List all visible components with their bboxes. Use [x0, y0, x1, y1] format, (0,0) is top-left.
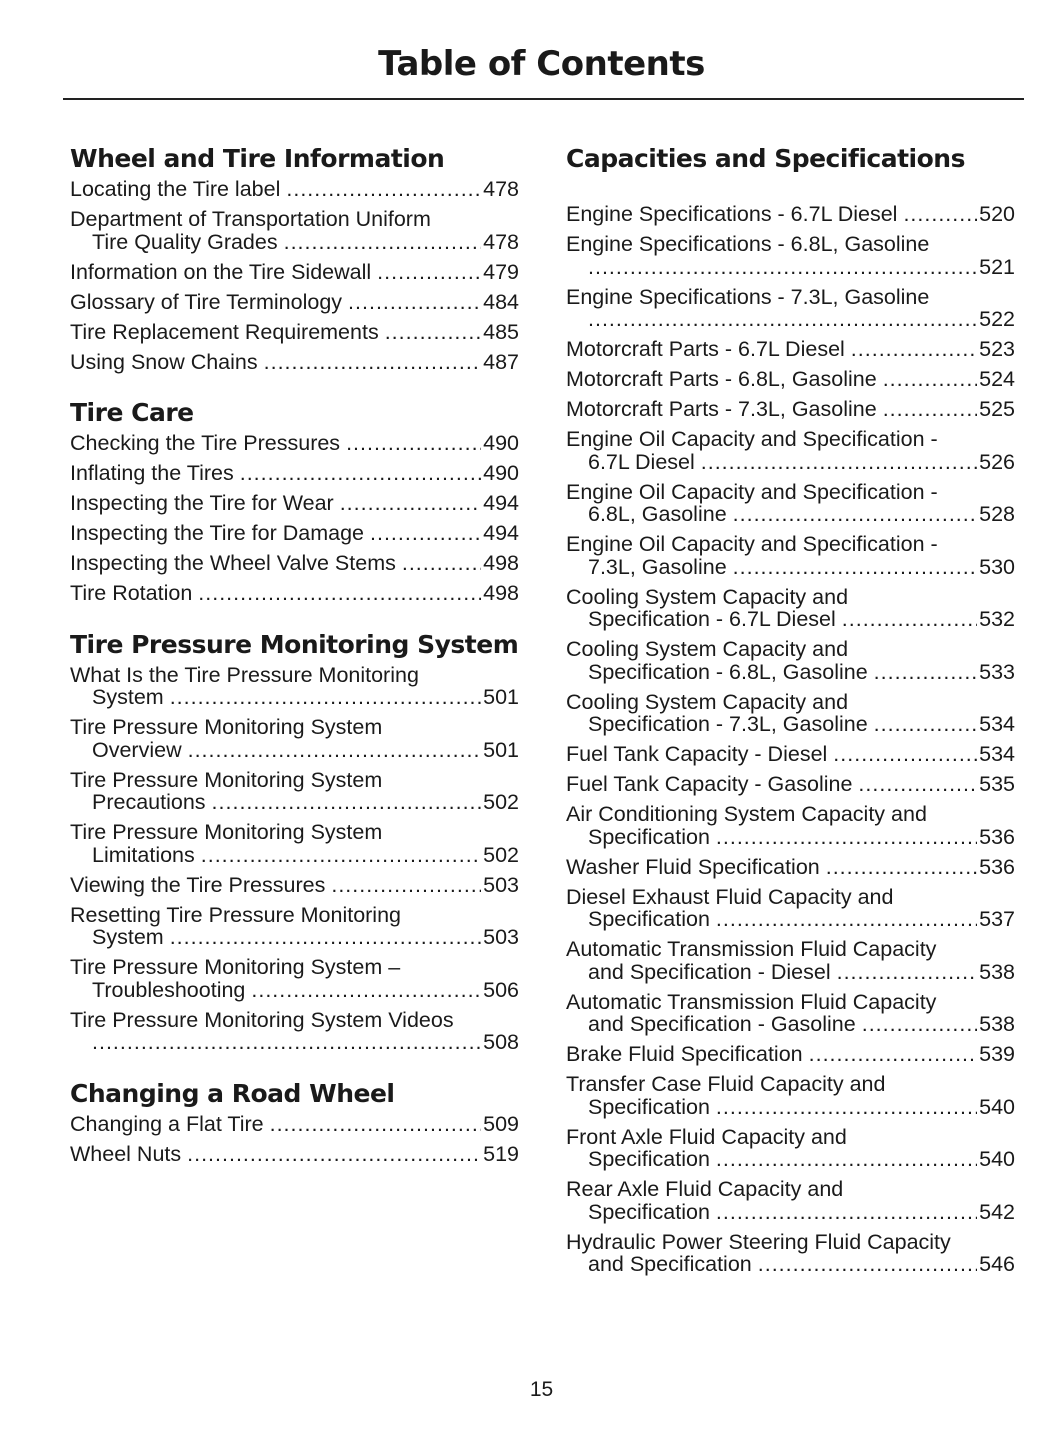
entry-title-line: Tire Pressure Monitoring System Videos: [70, 1007, 454, 1032]
toc-entry[interactable]: [70, 716, 519, 761]
entry-leader-line: [566, 203, 1015, 226]
toc-entry[interactable]: [70, 552, 519, 575]
entry-page-number: 498: [483, 551, 519, 575]
entry-leader-line: [70, 321, 519, 344]
toc-entry[interactable]: [566, 233, 1015, 278]
entry-title: Inflating the Tires: [70, 461, 234, 485]
entry-title-line: Cooling System Capacity and: [566, 689, 849, 714]
entry-title: Brake Fluid Specification: [566, 1042, 803, 1066]
entry-leader-line: [566, 398, 1015, 421]
entry-title: and Specification - Diesel: [588, 959, 831, 984]
left-column: [70, 145, 519, 1191]
entry-title: Specification - 6.7L Diesel: [588, 607, 836, 631]
entry-title-line: Resetting Tire Pressure Monitoring: [70, 902, 402, 927]
toc-entry[interactable]: [70, 261, 519, 284]
entry-title: Overview: [92, 737, 182, 762]
entry-page-number: 534: [979, 712, 1015, 736]
entry-leader-line: [566, 856, 1015, 879]
entry-title: Tire Replacement Requirements: [70, 319, 379, 344]
dot-leader: [883, 398, 977, 421]
entry-leader-line: [70, 552, 519, 575]
entry-page-number: 508: [483, 1030, 519, 1054]
entry-page-number: 487: [483, 349, 519, 374]
entry-title-line: What Is the Tire Pressure Monitoring: [70, 662, 419, 687]
entry-leader-line: [566, 743, 1015, 766]
entry-leader-line: [70, 844, 519, 867]
entry-title: Motorcraft Parts - 6.8L, Gasoline: [566, 367, 877, 391]
entry-leader-line: [566, 1148, 1015, 1171]
entry-title: Inspecting the Tire for Damage: [70, 521, 364, 545]
entry-leader-line: [70, 686, 519, 709]
dot-leader: [240, 462, 481, 485]
dot-leader: [370, 522, 481, 545]
toc-section-capacities-and-specifications: [566, 145, 1015, 1276]
entry-title-line: Tire Pressure Monitoring System: [70, 820, 383, 844]
entry-title-line: Automatic Transmission Fluid Capacity: [566, 937, 937, 961]
dot-leader: [385, 321, 481, 344]
entry-page-number: 533: [979, 659, 1015, 684]
entry-page-number: 506: [483, 977, 519, 1002]
dot-leader: [340, 492, 481, 515]
toc-entry[interactable]: [566, 1043, 1015, 1066]
dot-leader: [851, 338, 977, 361]
entry-title: Checking the Tire Pressures: [70, 431, 341, 455]
entry-page-number: 539: [979, 1042, 1015, 1066]
dot-leader: [716, 1201, 977, 1224]
dot-leader: [270, 1113, 482, 1136]
entry-title-line: Engine Specifications - 6.8L, Gasoline: [566, 232, 930, 256]
entry-title: Precautions: [92, 790, 206, 814]
entry-title: Limitations: [92, 842, 195, 867]
dot-leader: [188, 739, 482, 762]
entry-page-number: 503: [483, 925, 519, 949]
dot-leader: [201, 844, 481, 867]
toc-entry[interactable]: [70, 291, 519, 314]
entry-page-number: 521: [979, 254, 1015, 279]
dot-leader: [858, 773, 977, 796]
entry-leader-line: [566, 1201, 1015, 1224]
toc-entry[interactable]: [70, 874, 519, 897]
entry-page-number: 502: [483, 842, 519, 867]
entry-leader-line: [566, 1043, 1015, 1066]
entry-page-number: 509: [483, 1111, 519, 1136]
entry-title: Locating the Tire label: [70, 177, 281, 201]
toc-entry[interactable]: [566, 428, 1015, 473]
entry-leader-line: [70, 582, 519, 605]
entry-title-line: Cooling System Capacity and: [566, 637, 849, 661]
entry-page-number: 478: [483, 229, 519, 254]
entry-page-number: 490: [483, 431, 519, 455]
entry-page-number: 536: [979, 824, 1015, 849]
entry-page-number: 528: [979, 502, 1015, 526]
dot-leader: [716, 1148, 977, 1171]
entry-title: System: [92, 685, 164, 709]
toc-entry[interactable]: [566, 586, 1015, 631]
dot-leader: [377, 261, 481, 284]
dot-leader: [588, 256, 977, 279]
entry-title: Glossary of Tire Terminology: [70, 289, 343, 314]
entry-page-number: 532: [979, 607, 1015, 631]
dot-leader: [346, 432, 481, 455]
toc-entry[interactable]: [70, 904, 519, 949]
dot-leader: [286, 178, 481, 201]
entry-page-number: 525: [979, 397, 1015, 421]
entry-leader-line: [566, 1253, 1015, 1276]
entry-leader-line: [70, 1113, 519, 1136]
entry-title: Specification - 7.3L, Gasoline: [588, 712, 868, 736]
entry-page-number: 536: [979, 854, 1015, 879]
entry-title-line: Tire Pressure Monitoring System: [70, 715, 383, 739]
entry-title-line: Tire Pressure Monitoring System –: [70, 955, 401, 979]
toc-entry[interactable]: [566, 743, 1015, 766]
toc-entry[interactable]: [70, 462, 519, 485]
dot-leader: [716, 908, 977, 931]
page-title: Table of Contents: [378, 44, 705, 84]
toc-entry[interactable]: [70, 522, 519, 545]
dot-leader: [733, 556, 977, 579]
entry-leader-line: [70, 291, 519, 314]
entry-page-number: 490: [483, 461, 519, 485]
entry-title: Using Snow Chains: [70, 349, 258, 374]
toc-entry[interactable]: [70, 1143, 519, 1166]
entry-page-number: 534: [979, 742, 1015, 766]
entry-title: Changing a Flat Tire: [70, 1111, 264, 1136]
entry-title-line: Engine Oil Capacity and Specification -: [566, 532, 938, 556]
entry-page-number: 526: [979, 449, 1015, 474]
entry-page-number: 503: [483, 872, 519, 897]
entry-title-line: Engine Oil Capacity and Specification -: [566, 479, 938, 504]
entry-title: Inspecting the Wheel Valve Stems: [70, 551, 396, 575]
entry-leader-line: [566, 608, 1015, 631]
entry-leader-line: [70, 1143, 519, 1166]
entry-leader-line: [70, 926, 519, 949]
dot-leader: [92, 1031, 481, 1054]
entry-leader-line: [70, 432, 519, 455]
dot-leader: [716, 826, 977, 849]
entry-page-number: 485: [483, 319, 519, 344]
entry-leader-line: [566, 503, 1015, 526]
entry-title: Tire Rotation: [70, 581, 193, 605]
entry-page-number: 537: [979, 907, 1015, 931]
entry-page-number: 519: [483, 1141, 519, 1166]
entry-leader-line: [70, 791, 519, 814]
dot-leader: [826, 856, 977, 879]
title-divider: [63, 98, 1024, 100]
entry-title: Specification - 6.8L, Gasoline: [588, 659, 868, 684]
dot-leader: [187, 1143, 481, 1166]
dot-leader: [862, 1013, 977, 1036]
dot-leader: [837, 961, 978, 984]
toc-entry[interactable]: [566, 1126, 1015, 1171]
entry-leader-line: [70, 874, 519, 897]
entry-leader-line: [566, 773, 1015, 796]
entry-title: Specification: [588, 1147, 710, 1171]
entry-leader-line: [566, 961, 1015, 984]
entry-page-number: 501: [483, 685, 519, 709]
toc-entry[interactable]: [566, 481, 1015, 526]
entry-page-number: 498: [483, 581, 519, 605]
entry-page-number: 501: [483, 737, 519, 762]
toc-entry[interactable]: [566, 368, 1015, 391]
entry-page-number: 540: [979, 1094, 1015, 1119]
toc-entry[interactable]: [70, 582, 519, 605]
section-heading: Changing a Road Wheel: [70, 1078, 395, 1108]
toc-entry[interactable]: [70, 492, 519, 515]
entry-title: Tire Quality Grades: [92, 229, 278, 254]
entry-page-number: 530: [979, 554, 1015, 579]
entry-page-number: 524: [979, 367, 1015, 391]
dot-leader: [809, 1043, 978, 1066]
entry-title-line: Air Conditioning System Capacity and: [566, 802, 927, 826]
dot-leader: [903, 203, 977, 226]
dot-leader: [331, 874, 481, 897]
toc-entry[interactable]: [566, 638, 1015, 683]
entry-title-line: Transfer Case Fluid Capacity and: [566, 1072, 886, 1096]
toc-entry[interactable]: [566, 1231, 1015, 1276]
entry-title-line: Department of Transportation Uniform: [70, 207, 431, 231]
toc-entry[interactable]: [70, 956, 519, 1001]
toc-entry[interactable]: [70, 208, 519, 253]
toc-entry[interactable]: [70, 321, 519, 344]
dot-leader: [402, 552, 481, 575]
section-heading: Tire Care: [70, 398, 194, 427]
toc-entry[interactable]: [566, 938, 1015, 983]
toc-entry[interactable]: [70, 1009, 519, 1054]
entry-title-line: Diesel Exhaust Fluid Capacity and: [566, 884, 894, 909]
entry-page-number: 479: [483, 259, 519, 284]
entry-title: Troubleshooting: [92, 977, 246, 1002]
section-heading: Wheel and Tire Information: [70, 144, 445, 173]
entry-leader-line: [566, 451, 1015, 474]
entry-leader-line: [566, 826, 1015, 849]
entry-title: Specification: [588, 1094, 710, 1119]
dot-leader: [701, 451, 977, 474]
entry-title-line: Engine Specifications - 7.3L, Gasoline: [566, 284, 930, 309]
entry-leader-line: [566, 338, 1015, 361]
entry-title: and Specification - Gasoline: [588, 1012, 856, 1036]
entry-leader-line: [566, 908, 1015, 931]
entry-leader-line: [566, 368, 1015, 391]
entry-title: Specification: [588, 824, 710, 849]
entry-title: 6.8L, Gasoline: [588, 502, 727, 526]
toc-entry[interactable]: [70, 821, 519, 866]
entry-title-line: Front Axle Fluid Capacity and: [566, 1124, 847, 1149]
entry-leader-line: [70, 492, 519, 515]
entry-page-number: 546: [979, 1252, 1015, 1276]
entry-leader-line: [70, 522, 519, 545]
entry-leader-line: [70, 178, 519, 201]
entry-title: Motorcraft Parts - 7.3L, Gasoline: [566, 397, 877, 421]
dot-leader: [170, 686, 481, 709]
dot-leader: [198, 582, 481, 605]
entry-title: 7.3L, Gasoline: [588, 554, 727, 579]
entry-leader-line: [566, 1096, 1015, 1119]
section-heading: Capacities and Specifications: [566, 144, 965, 173]
entry-page-number: 538: [979, 959, 1015, 984]
entry-title-line: Rear Axle Fluid Capacity and: [566, 1177, 844, 1201]
dot-leader: [264, 351, 482, 374]
entry-title: Engine Specifications - 6.7L Diesel: [566, 202, 898, 226]
toc-entry[interactable]: [566, 286, 1015, 331]
dot-leader: [883, 368, 977, 391]
entry-title: Information on the Tire Sidewall: [70, 259, 372, 284]
entry-leader-line: [70, 739, 519, 762]
toc-entry[interactable]: [70, 351, 519, 374]
entry-page-number: 478: [483, 177, 519, 201]
section-heading: Tire Pressure Monitoring System: [70, 629, 519, 659]
dot-leader: [842, 608, 977, 631]
dot-leader: [833, 743, 977, 766]
entry-leader-line: [70, 462, 519, 485]
entry-title: Fuel Tank Capacity - Gasoline: [566, 772, 853, 796]
entry-leader-line: [566, 556, 1015, 579]
toc-entry[interactable]: [566, 773, 1015, 796]
dot-leader: [588, 308, 977, 331]
toc-entry[interactable]: [566, 991, 1015, 1036]
entry-title-line: Cooling System Capacity and: [566, 584, 849, 609]
entry-leader-line: [566, 256, 1015, 279]
dot-leader: [284, 231, 482, 254]
entry-leader-line: [70, 1031, 519, 1054]
entry-page-number: 538: [979, 1012, 1015, 1036]
dot-leader: [874, 713, 977, 736]
dot-leader: [170, 926, 481, 949]
entry-page-number: 522: [979, 307, 1015, 331]
toc-entry[interactable]: [566, 1073, 1015, 1118]
entry-page-number: 535: [979, 772, 1015, 796]
dot-leader: [874, 661, 977, 684]
right-column: [566, 145, 1015, 1302]
toc-entry[interactable]: [70, 178, 519, 201]
dot-leader: [212, 791, 482, 814]
toc-entry[interactable]: [566, 203, 1015, 226]
entry-page-number: 540: [979, 1147, 1015, 1171]
entry-page-number: 502: [483, 790, 519, 814]
entry-title: Motorcraft Parts - 6.7L Diesel: [566, 337, 845, 361]
toc-entry[interactable]: [566, 886, 1015, 931]
entry-title: Specification: [588, 907, 710, 931]
entry-leader-line: [566, 308, 1015, 331]
entry-leader-line: [566, 713, 1015, 736]
dot-leader: [733, 503, 977, 526]
toc-entry[interactable]: [566, 338, 1015, 361]
entry-title: Specification: [588, 1199, 710, 1224]
entry-title: Washer Fluid Specification: [566, 854, 820, 879]
entry-leader-line: [70, 231, 519, 254]
dot-leader: [716, 1096, 977, 1119]
toc-entry[interactable]: [70, 664, 519, 709]
entry-leader-line: [70, 261, 519, 284]
entry-title-line: Tire Pressure Monitoring System: [70, 767, 383, 792]
entry-leader-line: [566, 661, 1015, 684]
entry-title: and Specification: [588, 1252, 752, 1276]
entry-title: Wheel Nuts: [70, 1141, 182, 1166]
toc-section-wheel-and-tire-information: [70, 145, 519, 373]
dot-leader: [758, 1253, 977, 1276]
toc-entry[interactable]: [566, 398, 1015, 421]
toc-entry[interactable]: [566, 691, 1015, 736]
page-number: 15: [529, 1378, 554, 1401]
toc-entry[interactable]: [70, 432, 519, 455]
toc-entry[interactable]: [566, 533, 1015, 578]
entry-title: Fuel Tank Capacity - Diesel: [566, 742, 828, 766]
entry-page-number: 523: [979, 337, 1015, 361]
dot-leader: [348, 291, 481, 314]
entry-title-line: Hydraulic Power Steering Fluid Capacity: [566, 1229, 951, 1254]
entry-title: System: [92, 925, 164, 949]
entry-title-line: Automatic Transmission Fluid Capacity: [566, 989, 937, 1014]
entry-leader-line: [70, 351, 519, 374]
entry-page-number: 494: [483, 521, 519, 545]
entry-title-line: Engine Oil Capacity and Specification -: [566, 427, 938, 451]
toc-entry[interactable]: [566, 803, 1015, 848]
entry-title: Inspecting the Tire for Wear: [70, 491, 334, 515]
entry-leader-line: [566, 1013, 1015, 1036]
entry-page-number: 542: [979, 1199, 1015, 1224]
toc-entry[interactable]: [566, 1178, 1015, 1223]
entry-page-number: 484: [483, 289, 519, 314]
toc-entry[interactable]: [70, 769, 519, 814]
toc-section-tire-care: [70, 399, 519, 605]
entry-title: Viewing the Tire Pressures: [70, 872, 326, 897]
entry-leader-line: [70, 979, 519, 1002]
toc-section-changing-a-road-wheel: [70, 1080, 519, 1166]
toc-section-tire-pressure-monitoring-system: [70, 631, 519, 1054]
entry-page-number: 494: [483, 491, 519, 515]
toc-entry[interactable]: [566, 856, 1015, 879]
dot-leader: [251, 979, 481, 1002]
toc-entry[interactable]: [70, 1113, 519, 1136]
entry-page-number: 520: [979, 202, 1015, 226]
entry-title: 6.7L Diesel: [588, 449, 695, 474]
